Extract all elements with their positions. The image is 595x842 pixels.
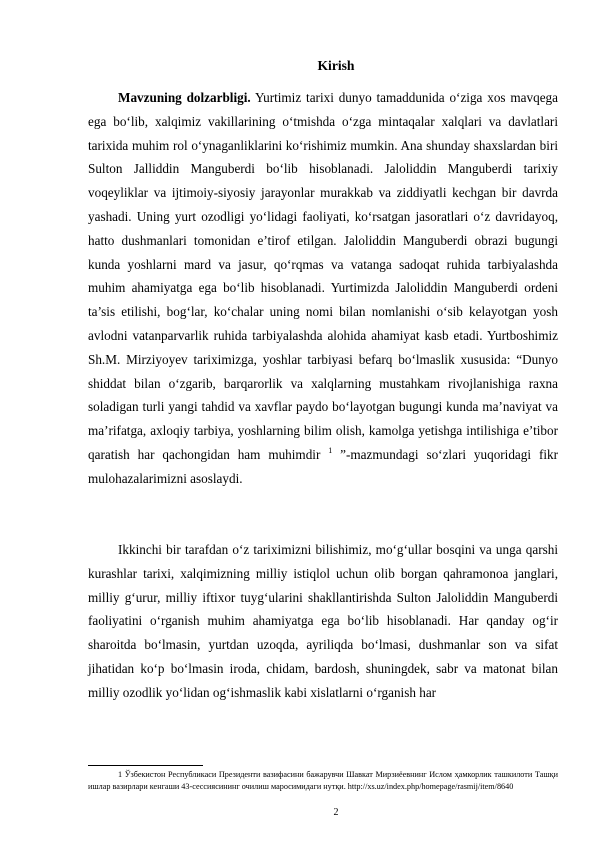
section-title: Kirish bbox=[317, 58, 355, 73]
paragraph-text-continued: ”-mazmundagi so‘zlari yuqoridagi fikr mulohazalarimizni asoslaydi. bbox=[88, 446, 559, 486]
footnote: 1 Ўзбекистон Республикаси Президенти вазифасини бажарувчи Шавкат Мирзиёевнинг Ислом ҳамкорлик ташкилоти Ташқи ишлар вазирлари кенгаши 43-сессиясининг очилиш маросимидаги нутқи. http://xs.uz/index.php/homepage/rasmij/item/8640 bbox=[88, 770, 558, 792]
footnote-divider bbox=[88, 765, 203, 766]
paragraph-lead: Mavzuning dolzarbligi. bbox=[118, 90, 251, 105]
footnote-reference[interactable]: 1 bbox=[328, 445, 333, 455]
paragraph-relevance bbox=[88, 86, 558, 491]
paragraph-second: Ikkinchi bir tarafdan o‘z tariximizni bilishimiz, mo‘g‘ullar bosqini va unga qarshi kurashlar tarixi, xalqimizning milliy istiqlol uchun olib borgan qahramonoa janglari, milliy g‘urur, milliy iftixor tuyg‘ularini shakllantirishda Sulton Jaloliddin Manguberdi faoliyatini o‘rganish muhim ahamiyatga ega bo‘lib hisoblanadi. Har qanday og‘ir sharoitda bo‘lmasin, yurtdan uzoqda, ayriliqda bo‘lmasi, dushmanlar son va sifat jihatidan ko‘p bo‘lmasin iroda, chidam, bardosh, shuningdek, sabr va matonat bilan milliy ozodlik yo‘lidan og‘ishmaslik kabi xislatlarni o‘rganish har bbox=[88, 542, 558, 700]
paragraph-text: Yurtimiz tarixi dunyo tamaddunida o‘ziga xos mavqega ega bo‘lib, xalqimiz vakillarining o‘tmishda o‘zga mintaqalar xalqlari va davlatlari tarixida muhim rol o‘ynaganliklarini ko‘rishimiz mumkin. Ana shunday shaxslardan biri Sulton Jalliddin Manguberdi bo‘lib hisoblanadi. Jaloliddin Manguberdi tarixiy voqeyliklar va ijtimoiy-siyosiy jarayonlar murakkab va ziddiyatli kechgan bir davrda yashadi. Uning yurt ozodligi yo‘lidagi faoliyati, ko‘rsatgan jasoratlari o‘z davridayoq, hatto dushmanlari tomonidan e’tirof etilgan. Jaloliddin Manguberdi obrazi bugungi kunda yoshlarni mard va jasur, qo‘rqmas va vatanga sadoqat ruhida tarbiyalashda muhim ahamiyatga ega bo‘lib hisoblanadi. Yurtimizda Jaloliddin Manguberdi ordeni ta’sis etilishi, bog‘lar, ko‘chalar uning nomi bilan nomlanishi o‘sib kelayotgan yosh avlodni vatanparvarlik ruhida tarbiyalashda alohida ahamiyat kasb etadi. Yurtboshimiz Sh.M. Mirziyoyev tariximizga, yoshlar tarbiyasi befarq bo‘lmaslik xususida: “Dunyo shiddat bilan o‘zgarib, barqarorlik va xalqlarning mustahkam rivojlanishiga raxna soladigan turli yangi tahdid va xavflar paydo bo‘layotgan bugungi kunda ma’naviyat va ma’rifatga, axloqiy tarbiya, yoshlarning bilim olish, kamolga yetishga intilishiga e’tibor qaratish har qachongidan ham muhimdir bbox=[88, 90, 558, 462]
page-number: 2 bbox=[333, 807, 339, 818]
